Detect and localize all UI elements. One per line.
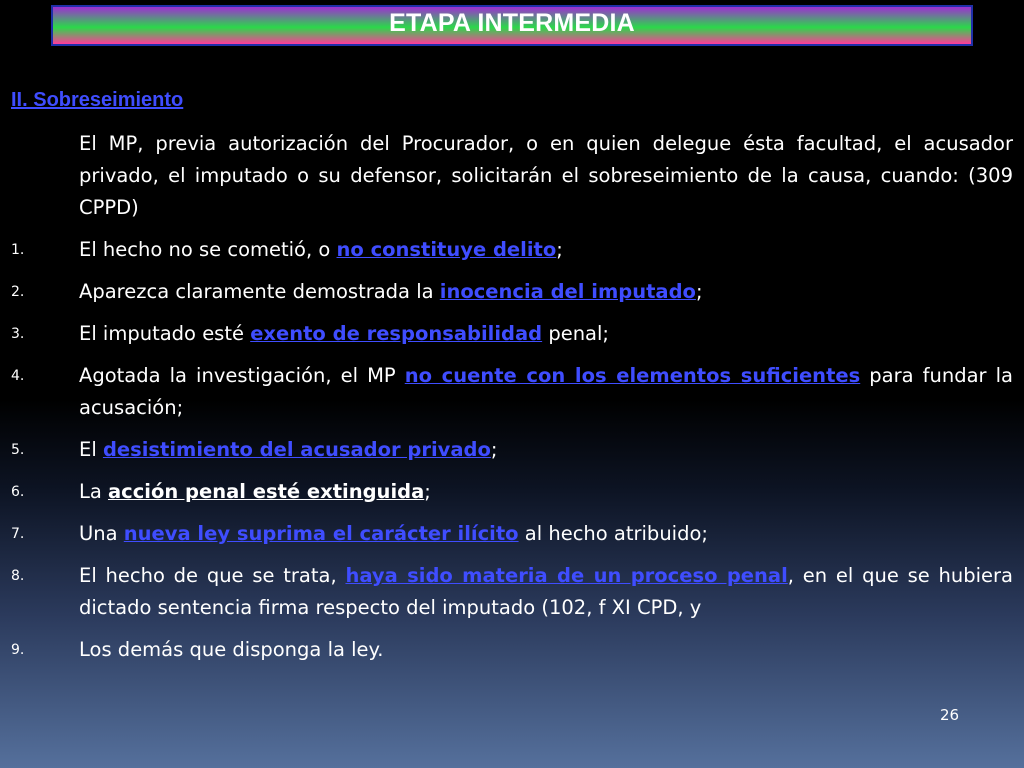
list-text xyxy=(79,434,1013,466)
list-text-post: para fundar la acusación; xyxy=(79,364,1014,419)
list-link[interactable]: desistimiento del acusador privado xyxy=(102,438,491,461)
intro-paragraph: El MP, previa autorización del Procurador, o en quien delegue ésta facultad, el acusador privado, el imputado o su defensor, solicitarán el sobreseimiento de la causa, cuando: (309 CPPD) xyxy=(79,132,1013,219)
slide-content xyxy=(11,84,1013,676)
list-item-7 xyxy=(11,518,1013,550)
list-text-pre: El imputado esté xyxy=(79,322,251,345)
list-number: 1. xyxy=(11,242,25,258)
list-item-6 xyxy=(11,476,1013,508)
list-number: 4. xyxy=(11,368,25,384)
list-text-post: ; xyxy=(490,438,498,461)
list-text-pre: El hecho no se cometió, o xyxy=(79,238,337,261)
list-link[interactable]: no constituye delito xyxy=(336,238,557,261)
list-text xyxy=(79,518,1013,550)
list-text xyxy=(79,234,1013,266)
title-bar xyxy=(51,5,973,46)
list-item-8 xyxy=(11,560,1013,624)
list-item-1 xyxy=(11,234,1013,266)
page-number: 26 xyxy=(940,706,960,724)
list-text xyxy=(79,318,1013,350)
list-text-pre: Los demás que disponga la ley. xyxy=(79,638,384,661)
list-number: 3. xyxy=(11,326,25,342)
list-link[interactable]: no cuente con los elementos suficientes xyxy=(404,364,861,387)
list-text-post: penal; xyxy=(542,322,609,345)
list-text-post: al hecho atribuido; xyxy=(518,522,708,545)
list-link[interactable]: exento de responsabilidad xyxy=(250,322,543,345)
list-number: 5. xyxy=(11,442,25,458)
list-item-4 xyxy=(11,360,1013,424)
list-text xyxy=(79,360,1013,424)
list-number: 6. xyxy=(11,484,25,500)
list-emphasis: acción penal esté extinguida xyxy=(108,480,425,503)
list-text-pre: El xyxy=(79,438,103,461)
list-item-5 xyxy=(11,434,1013,466)
list-text-post: ; xyxy=(695,280,703,303)
list-text-pre: El hecho de que se trata, xyxy=(79,564,346,587)
list-text xyxy=(79,276,1013,308)
list-text-pre: Agotada la investigación, el MP xyxy=(79,364,405,387)
list-text-post: ; xyxy=(556,238,563,261)
list-text-pre: Una xyxy=(79,522,124,545)
list-text xyxy=(79,634,1013,666)
list-number: 7. xyxy=(11,526,25,542)
list-text-pre: La xyxy=(79,480,109,503)
list-item-2 xyxy=(11,276,1013,308)
list-number: 9. xyxy=(11,642,25,658)
list-item-9 xyxy=(11,634,1013,666)
list-number: 8. xyxy=(11,568,25,584)
list-link[interactable]: nueva ley suprima el carácter ilícito xyxy=(123,522,519,545)
list-text-post: , en el que se hubiera dictado sentencia firma respecto del imputado (102, f XI CPD, y xyxy=(79,564,1014,619)
list-text xyxy=(79,476,1013,508)
list-text-pre: Aparezca claramente demostrada la xyxy=(79,280,440,303)
list-link[interactable]: haya sido materia de un proceso penal xyxy=(345,564,788,587)
list-link[interactable]: inocencia del imputado xyxy=(439,280,696,303)
list-text xyxy=(79,560,1013,624)
list-item-3 xyxy=(11,318,1013,350)
slide-title: ETAPA INTERMEDIA xyxy=(389,9,635,37)
section-heading[interactable]: II. Sobreseimiento xyxy=(11,89,184,111)
list-number: 2. xyxy=(11,284,25,300)
list-text-post: ; xyxy=(424,480,431,503)
